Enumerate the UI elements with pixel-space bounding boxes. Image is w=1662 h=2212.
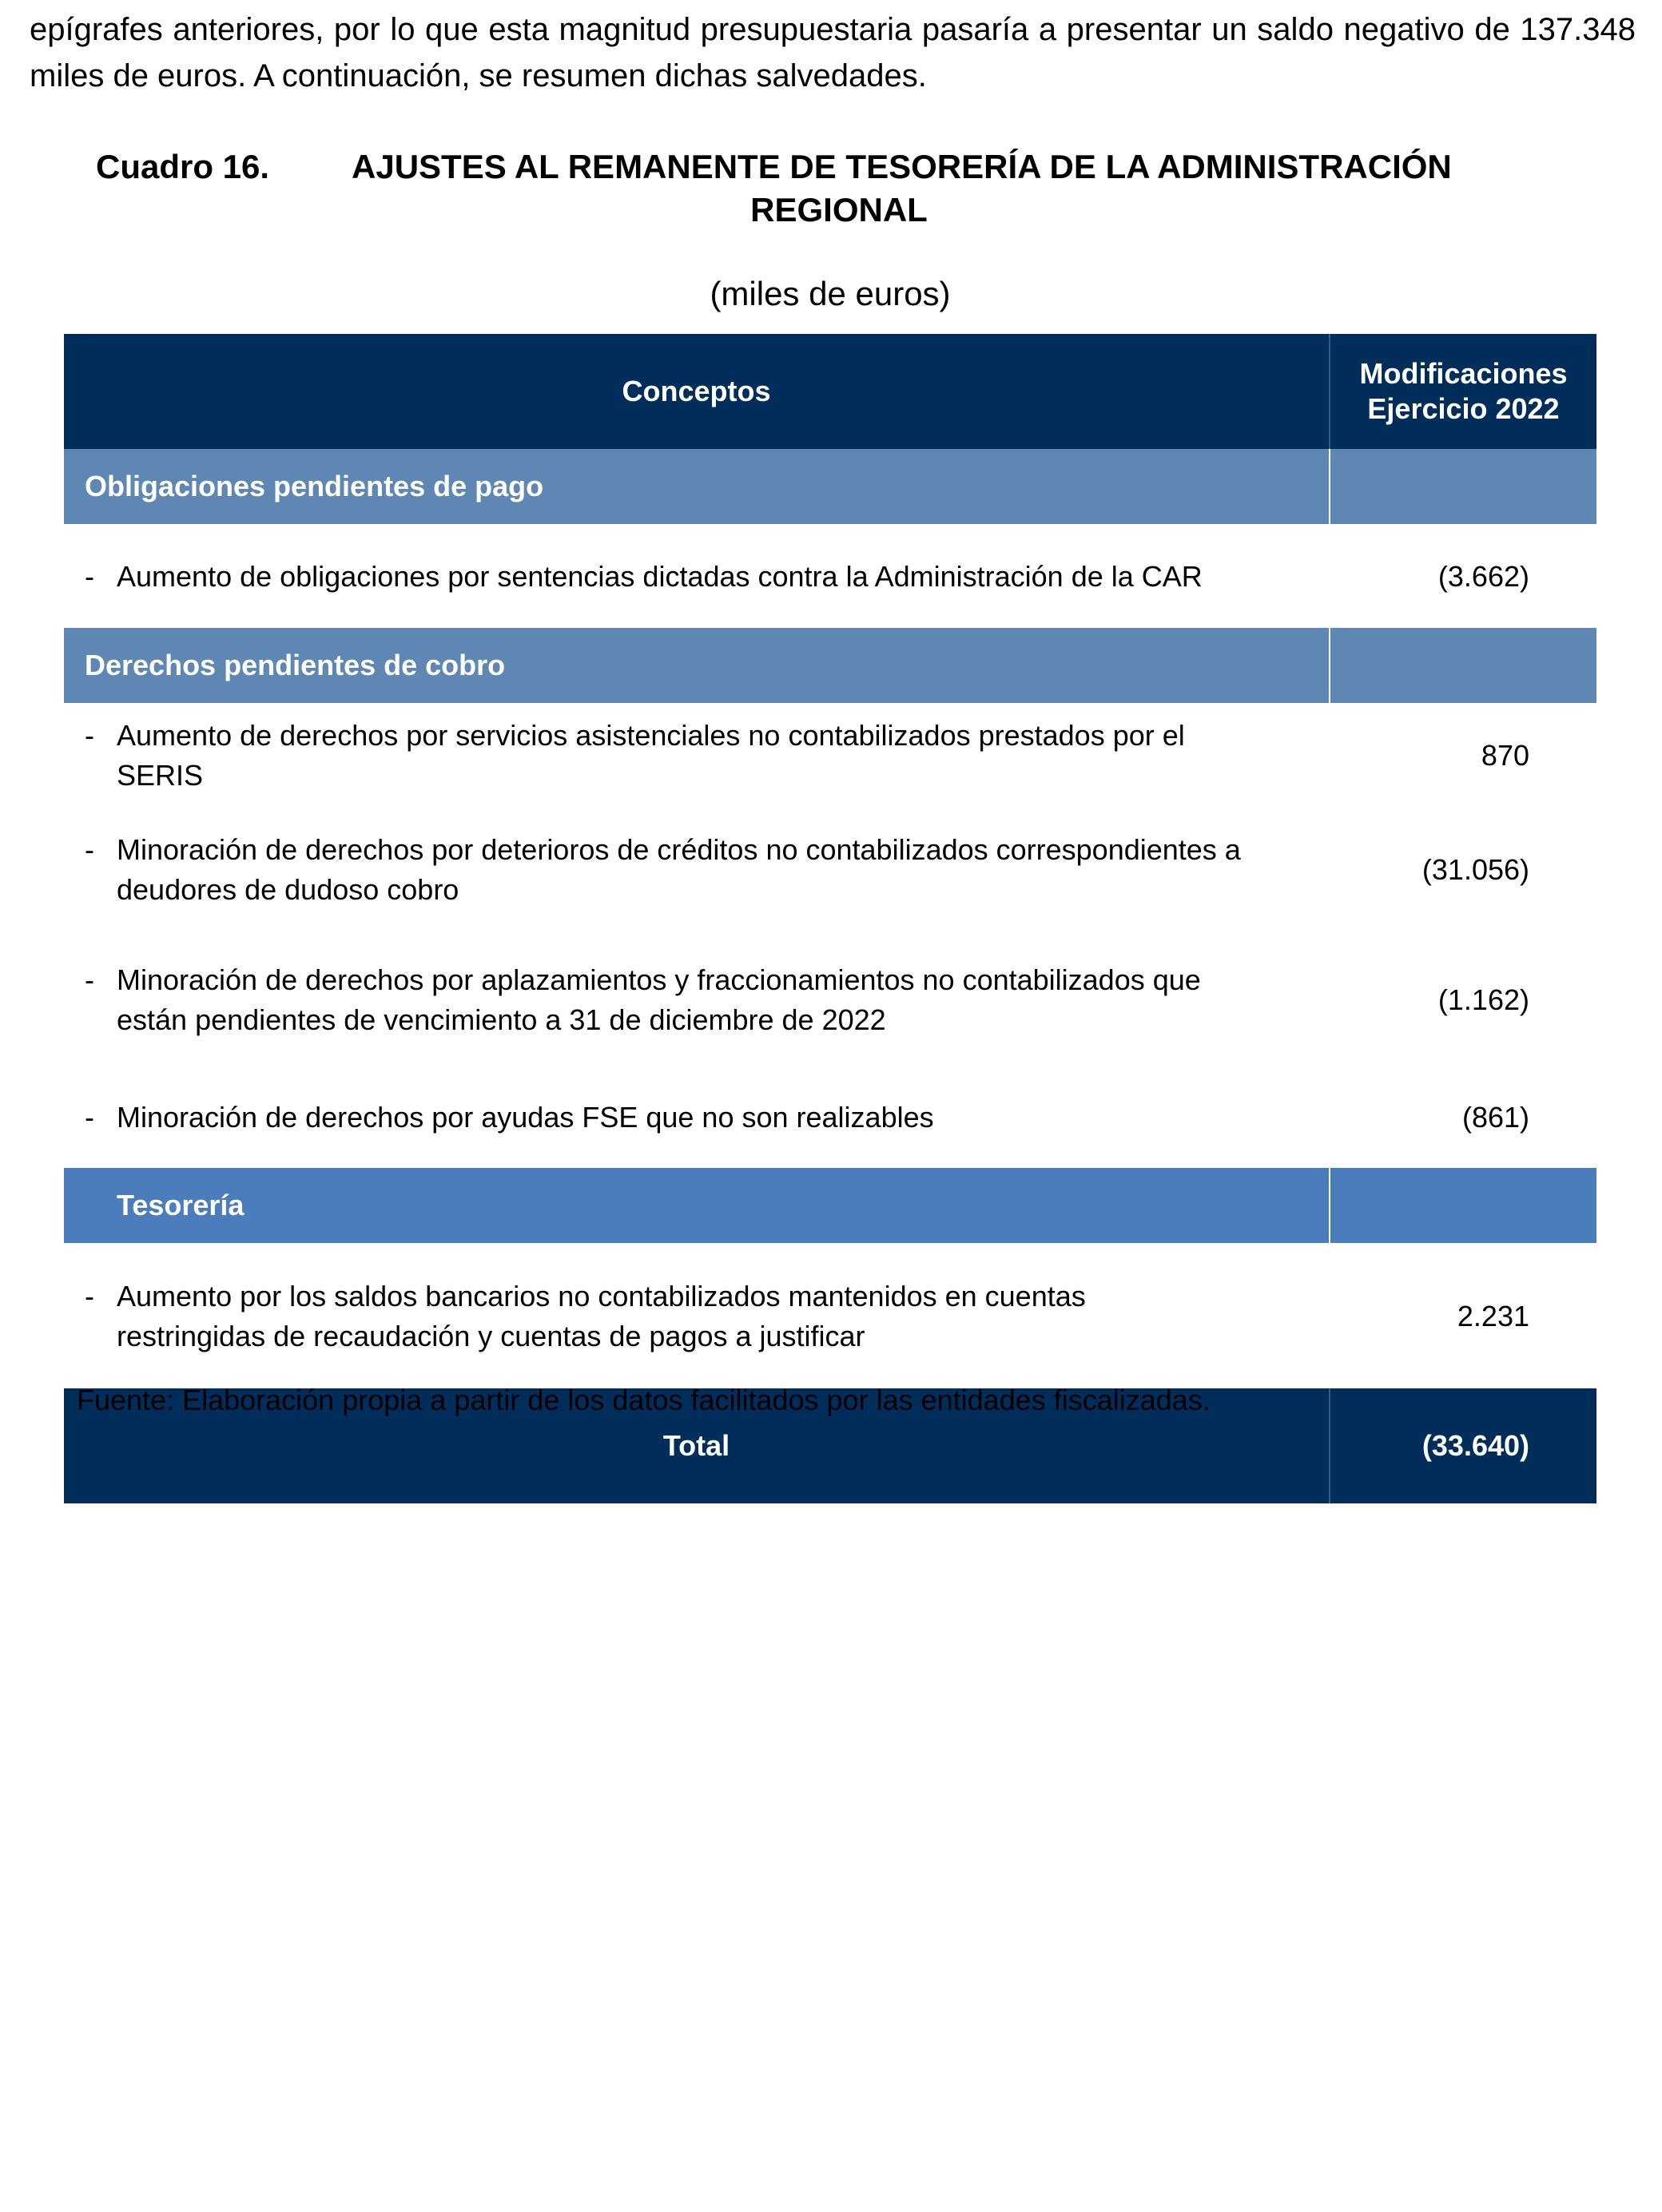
item-text: Aumento por los saldos bancarios no contabilizados mantenidos en cuentas restringidas de recaudación y cuentas de pagos a justificar <box>117 1280 1086 1352</box>
adjustments-table <box>64 334 1596 1503</box>
total-label: Total <box>64 1388 1330 1503</box>
item-concept <box>64 933 1330 1067</box>
item-text: Aumento de derechos por servicios asistenciales no contabilizados prestados por el SERIS <box>117 719 1185 792</box>
section-row-derechos <box>64 628 1596 704</box>
item-dash: - <box>85 719 94 752</box>
header-modifications <box>1330 334 1596 449</box>
item-concept <box>64 807 1330 933</box>
item-concept <box>64 1067 1330 1168</box>
section-title: Derechos pendientes de cobro <box>64 628 1330 704</box>
section-value-cell <box>1330 449 1596 525</box>
item-value: 870 <box>1481 739 1529 772</box>
section-row-tesoreria <box>64 1168 1596 1244</box>
item-dash: - <box>85 1280 94 1313</box>
item-value: (3.662) <box>1437 560 1529 593</box>
header-modifications-line2: Ejercicio 2022 <box>1367 392 1560 425</box>
table-row <box>64 807 1596 933</box>
item-dash: - <box>85 1101 94 1134</box>
source-note: Fuente: Elaboración propia a partir de los datos facilitados por las entidades fiscalizadas. <box>77 1384 1211 1416</box>
item-value: (1.162) <box>1437 983 1529 1016</box>
item-concept <box>64 704 1330 807</box>
section-value-cell <box>1330 1168 1596 1244</box>
table-row <box>64 1067 1596 1168</box>
header-modifications-line1: Modificaciones <box>1359 357 1568 390</box>
item-text: Minoración de derechos por deterioros de créditos no contabilizados correspondientes a deudores de dudoso cobro <box>117 833 1241 906</box>
item-dash: - <box>85 560 94 593</box>
table-number: Cuadro 16. <box>96 148 270 185</box>
table-row <box>64 1244 1596 1388</box>
total-value: (33.640) <box>1330 1388 1596 1503</box>
item-text: Aumento de obligaciones por sentencias dictadas contra la Administración de la CAR <box>117 560 1203 593</box>
section-title: Obligaciones pendientes de pago <box>64 449 1330 525</box>
item-concept <box>64 525 1330 628</box>
intro-paragraph: epígrafes anteriores, por lo que esta magnitud presupuestaria pasaría a presentar un saldo negativo de 137.348 miles de euros. A continuación, se resumen dichas salvedades. <box>30 12 1636 93</box>
section-value-cell <box>1330 628 1596 704</box>
item-concept <box>64 1244 1330 1388</box>
header-concepts: Conceptos <box>64 334 1330 449</box>
table-row <box>64 525 1596 628</box>
item-text: Minoración de derechos por aplazamientos y fraccionamientos no contabilizados que están pendientes de vencimiento a 31 de diciembre de 2022 <box>117 963 1201 1036</box>
table-title <box>96 145 1566 232</box>
table-title-line2: REGIONAL <box>750 191 928 228</box>
table-header-row <box>64 334 1596 449</box>
item-dash: - <box>85 833 94 866</box>
table-row <box>64 704 1596 807</box>
item-dash: - <box>85 963 94 996</box>
item-value: (31.056) <box>1421 853 1529 886</box>
section-row-obligaciones <box>64 449 1596 525</box>
item-text: Minoración de derechos por ayudas FSE que no son realizables <box>117 1101 934 1134</box>
section-title: Tesorería <box>64 1168 1330 1244</box>
item-value: 2.231 <box>1457 1300 1529 1332</box>
table-title-line1: AJUSTES AL REMANENTE DE TESORERÍA DE LA ADMINISTRACIÓN <box>352 148 1452 185</box>
item-value: (861) <box>1461 1101 1529 1134</box>
table-units: (miles de euros) <box>710 275 951 312</box>
table-row <box>64 933 1596 1067</box>
